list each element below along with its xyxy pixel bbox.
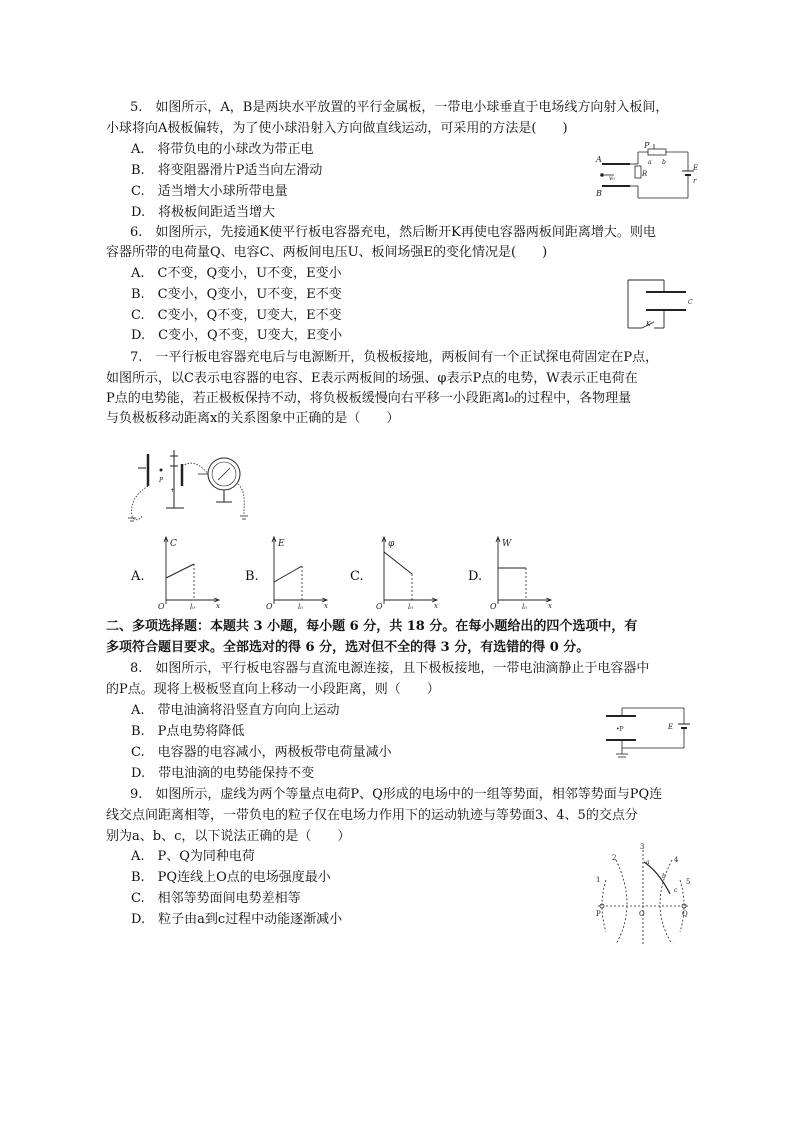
q9-stem-line-1: 9. 如图所示，虚线为两个等量点电荷P、Q形成的电场中的一组等势面，相邻等势面与PQ连	[130, 787, 663, 802]
q9-option-d: D. 粒子由a到c过程中动能逐渐减小	[131, 912, 343, 927]
q7-graph-b-origin: O	[266, 602, 273, 611]
q7-graph-d	[486, 534, 558, 610]
q9-option-b: B. PQ连线上O点的电场强度最小	[131, 870, 331, 885]
q9-stem-line-3: 别为a、b、c，以下说法正确的是（ ）	[106, 829, 351, 844]
q6-stem-line-2: 容器所带的电荷量Q、电容C、两板间电压U、板间场强E的变化情况是( )	[106, 245, 548, 260]
q7-graph-c-l0: l₀	[408, 603, 414, 611]
q9-label-a: a	[646, 859, 650, 866]
q9-option-a: A. P、Q为同种电荷	[131, 849, 255, 864]
q7-graph-a-origin: O	[158, 602, 165, 611]
q8-option-c: C. 电容器的电容减小，两极板带电荷量减小	[131, 745, 392, 760]
q9-equipotential-figure	[590, 840, 700, 948]
q6-option-a: A. C不变，Q变小，U不变，E变小	[131, 266, 342, 281]
q5-label-e: E	[693, 164, 699, 172]
section-2-heading-line-2: 多项符合题目要求。全部选对的得 6 分，选对但不全的得 3 分，有选错的得 0 分。	[106, 640, 590, 655]
q5-label-r: r	[693, 177, 697, 185]
q5-option-a: A. 将带负电的小球改为带正电	[131, 142, 314, 157]
q5-option-c: C. 适当增大小球所带电量	[131, 184, 288, 199]
q5-label-b: B	[596, 189, 602, 198]
q6-label-c: C	[688, 299, 693, 306]
q7-graph-d-origin: O	[490, 602, 497, 611]
q6-stem-line-1: 6. 如图所示，先接通K使平行板电容器充电，然后断开K再使电容器两板间距离增大。则电	[130, 225, 656, 240]
section-2-heading-line-1: 二、多项选择题：本题共 3 小题，每小题 6 分，共 18 分。在每小题给出的四个选项中，有	[106, 619, 638, 634]
q7-graph-d-l0: l₀	[522, 603, 528, 611]
q9-label-2: 2	[612, 854, 617, 862]
q6-label-k: K	[646, 321, 651, 328]
q9-label-p: P	[596, 910, 601, 918]
q9-label-o: O	[639, 910, 645, 918]
q9-label-c: c	[674, 887, 678, 894]
q7-graph-b-ylabel: E	[278, 539, 285, 549]
q7-stem-line-2: 如图所示，以C表示电容器的电容、E表示两板间的场强、φ表示P点的电势，W表示正电荷在	[106, 371, 638, 386]
q8-option-a: A. 带电油滴将沿竖直方向向上运动	[131, 703, 340, 718]
q7-graph-c	[372, 534, 444, 610]
q8-circuit-figure	[600, 704, 696, 760]
q8-label-p: •P	[616, 726, 624, 733]
q7-graph-d-ylabel: W	[502, 539, 512, 549]
q6-option-d: D. C变小，Q不变，U变大，E变小	[131, 328, 343, 343]
q5-label-a-end: a	[648, 159, 652, 166]
q5-label-p: P	[644, 141, 650, 150]
q8-stem-line-2: 的P点。现将上极板竖直向上移动一小段距离，则（ ）	[106, 682, 440, 697]
q7-graph-b	[262, 534, 334, 610]
q9-label-1: 1	[596, 876, 601, 884]
q7-stem-line-1: 7. 一平行板电容器充电后与电源断开，负极板接地，两板间有一个正试探电荷固定在P点，	[130, 350, 659, 365]
q5-label-a: A	[596, 155, 602, 164]
q5-stem-line-2: 小球将向A极板偏转，为了使小球沿射入方向做直线运动，可采用的方法是( )	[106, 121, 568, 136]
q9-label-q: Q	[682, 910, 688, 918]
q7-stem-line-3: P点的电势能，若正极板保持不动，将负极板缓慢向右平移一小段距离l₀的过程中，各物理量	[106, 391, 632, 406]
q9-label-b: b	[662, 873, 666, 880]
q8-label-e: E	[668, 723, 674, 731]
q9-option-c: C. 相邻等势面间电势差相等	[131, 891, 301, 906]
q5-option-b: B. 将变阻器滑片P适当向左滑动	[131, 163, 323, 178]
q6-capacitor-figure	[624, 276, 702, 334]
q7-label-p: P	[159, 477, 164, 484]
q7-graph-b-xlabel: x	[324, 602, 328, 610]
q7-graph-a	[154, 534, 226, 610]
q5-label-b-end: b	[662, 159, 666, 166]
q5-label-v0: v₀	[609, 175, 615, 182]
q5-stem-line-1: 5. 如图所示，A，B是两块水平放置的平行金属板，一带电小球垂直于电场线方向射入板间，	[130, 100, 669, 115]
q8-option-d: D. 带电油滴的电势能保持不变	[131, 766, 315, 781]
q7-graph-c-label: C.	[350, 569, 364, 584]
q7-graph-b-l0: l₀	[298, 603, 304, 611]
q5-label-r-resistor: R	[642, 170, 648, 178]
q9-label-3: 3	[640, 843, 645, 851]
q7-stem-line-4: 与负极板移动距离x的关系图象中正确的是（ ）	[106, 411, 400, 426]
q7-graph-a-label: A.	[131, 569, 145, 584]
q7-graph-c-ylabel: φ	[388, 539, 395, 549]
q7-graph-a-xlabel: x	[216, 602, 220, 610]
q7-graph-d-xlabel: x	[548, 602, 552, 610]
q6-option-b: B. C变小，Q变小，U不变，E不变	[131, 287, 342, 302]
q7-graph-d-label: D.	[468, 569, 483, 584]
q6-option-c: C. C变小，Q不变，U变大，E不变	[131, 308, 342, 323]
q9-label-4: 4	[674, 856, 679, 864]
q7-label-plus: +	[170, 487, 176, 494]
q5-option-d: D. 将极板间距适当增大	[131, 205, 276, 220]
q7-graph-a-ylabel: C	[170, 539, 177, 549]
q8-option-b: B. P点电势将降低	[131, 724, 245, 739]
q5-circuit-figure	[592, 140, 702, 212]
q9-label-5: 5	[686, 878, 691, 886]
q8-stem-line-1: 8. 如图所示，平行板电容器与直流电源连接，且下极板接地，一带电油滴静止于电容器中	[130, 661, 650, 676]
q7-graph-c-xlabel: x	[434, 602, 438, 610]
q7-graph-a-l0: l₀	[190, 603, 196, 611]
q7-graph-b-label: B.	[245, 569, 259, 584]
q7-graph-c-origin: O	[376, 602, 383, 611]
q9-stem-line-2: 线交点间距离相等，一带负电的粒子仅在电场力作用下的运动轨迹与等势面3、4、5的交点分	[106, 808, 638, 823]
q7-apparatus-figure	[126, 444, 256, 528]
